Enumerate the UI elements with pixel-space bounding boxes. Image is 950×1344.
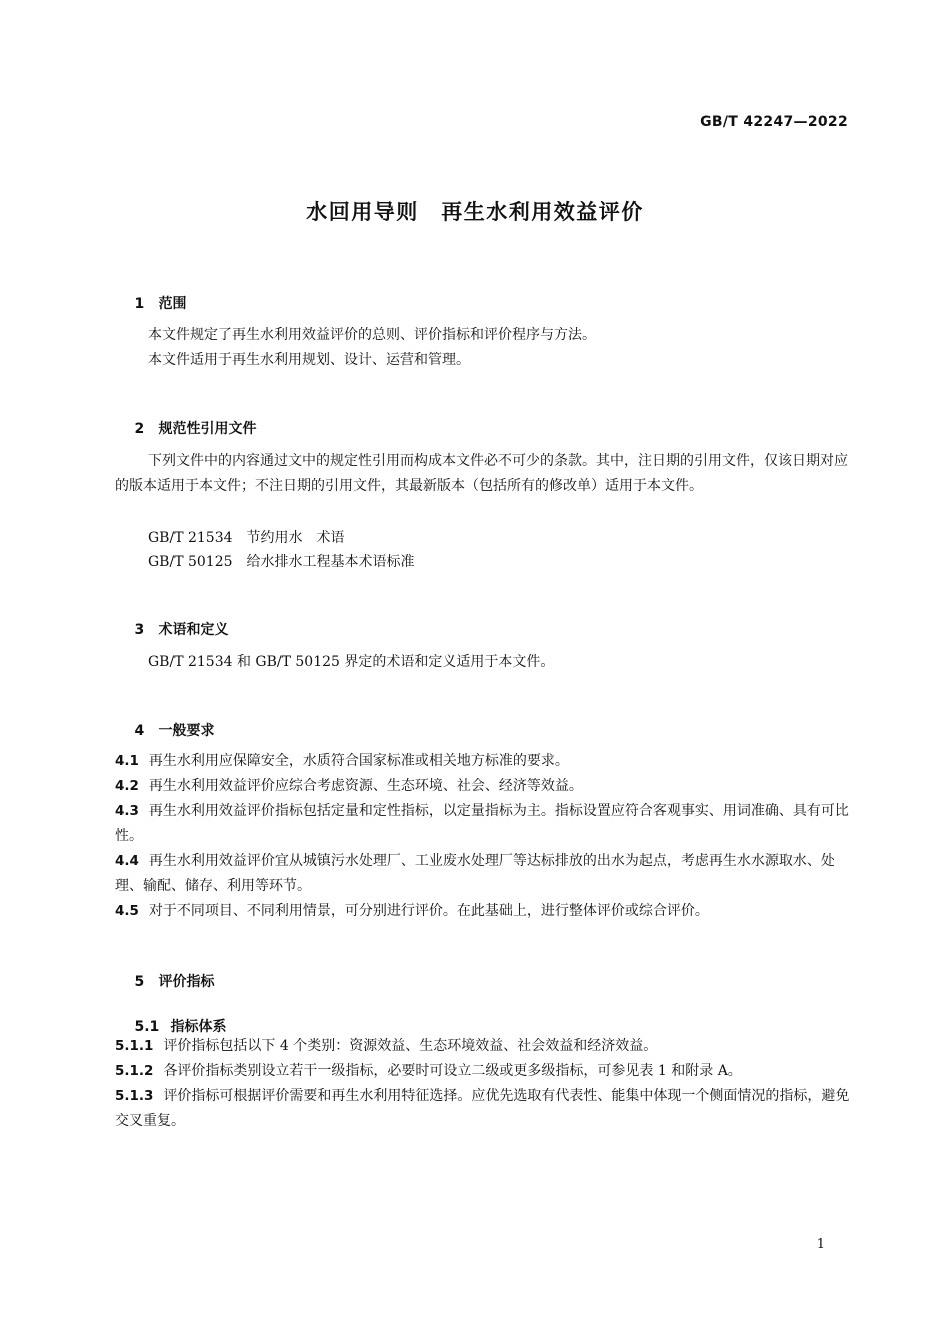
document-title: 水回用导则 再生水利用效益评价	[306, 200, 644, 224]
paragraph: GB/T 21534 和 GB/T 50125 界定的术语和定义适用于本文件。	[148, 654, 555, 670]
standard-code: GB/T 42247—2022	[700, 114, 848, 130]
section-3-heading	[115, 603, 229, 655]
clause-number: 5.1.2	[115, 1063, 154, 1079]
clause-4-3	[115, 799, 850, 848]
clause-number: 4.5	[115, 903, 139, 919]
section-2-heading	[115, 402, 257, 454]
clause-text: 再生水利用效益评价应综合考虑资源、生态环境、社会、经济等效益。	[148, 778, 583, 794]
normative-reference: GB/T 50125 给水排水工程基本术语标准	[148, 554, 415, 570]
section-title: 范围	[158, 296, 187, 312]
section-1-heading	[115, 277, 187, 329]
clause-number: 4.3	[115, 803, 139, 819]
paragraph: 本文件适用于再生水利用规划、设计、运营和管理。	[148, 352, 470, 368]
section-title: 一般要求	[158, 723, 215, 739]
clause-number: 5.1.3	[115, 1088, 154, 1104]
section-title: 术语和定义	[158, 622, 229, 638]
clause-text: 对于不同项目、不同利用情景，可分别进行评价。在此基础上，进行整体评价或综合评价。	[148, 903, 709, 919]
clause-number: 4.2	[115, 778, 139, 794]
section-number: 5	[134, 974, 145, 990]
clause-5-1-2	[115, 1059, 850, 1084]
clause-4-1	[115, 749, 850, 774]
section-number: 2	[134, 421, 145, 437]
subsection-number: 5.1	[134, 1019, 160, 1035]
section-title: 规范性引用文件	[158, 421, 257, 437]
clause-number: 4.1	[115, 753, 139, 769]
clause-text: 评价指标可根据评价需要和再生水利用特征选择。应优先选取有代表性、能集中体现一个侧面情况的指标，避免交叉重复。	[115, 1088, 850, 1129]
clause-5-1-1	[115, 1034, 850, 1059]
page-number: 1	[816, 1237, 825, 1252]
subsection-title: 指标体系	[170, 1019, 227, 1035]
clause-4-5	[115, 899, 850, 924]
normative-reference: GB/T 21534 节约用水 术语	[148, 530, 345, 546]
clause-text: 再生水利用效益评价宜从城镇污水处理厂、工业废水处理厂等达标排放的出水为起点，考虑再生水水源取水、处理、输配、储存、利用等环节。	[115, 853, 835, 894]
section-number: 1	[134, 296, 145, 312]
clause-number: 5.1.1	[115, 1038, 154, 1054]
section-title: 评价指标	[158, 974, 215, 990]
section-number: 4	[134, 723, 145, 739]
clause-number: 4.4	[115, 853, 139, 869]
clause-text: 评价指标包括以下 4 个类别：资源效益、生态环境效益、社会效益和经济效益。	[163, 1038, 658, 1054]
paragraph: 下列文件中的内容通过文中的规定性引用而构成本文件必不可少的条款。其中，注日期的引用文件，仅该日期对应的版本适用于本文件；不注日期的引用文件，其最新版本（包括所有的修改单）适用于本文件。	[115, 453, 848, 494]
section-number: 3	[134, 622, 145, 638]
clause-4-4	[115, 849, 850, 898]
clause-5-1-3	[115, 1084, 850, 1133]
clause-text: 各评价指标类别设立若干一级指标，必要时可设立二级或更多级指标，可参见表 1 和附录 A。	[163, 1063, 742, 1079]
clause-4-2	[115, 774, 850, 799]
paragraph: 本文件规定了再生水利用效益评价的总则、评价指标和评价程序与方法。	[148, 327, 596, 343]
clause-text: 再生水利用效益评价指标包括定量和定性指标，以定量指标为主。指标设置应符合客观事实、用词准确、具有可比性。	[115, 803, 849, 844]
clause-text: 再生水利用应保障安全，水质符合国家标准或相关地方标准的要求。	[148, 753, 569, 769]
